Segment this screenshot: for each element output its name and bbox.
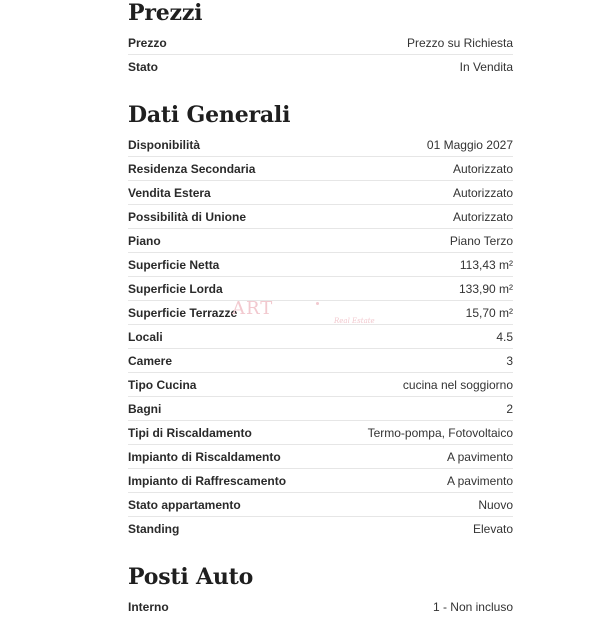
row-label: Stato appartamento xyxy=(128,498,241,512)
row-label: Tipo Cucina xyxy=(128,378,197,392)
row-value: 3 xyxy=(506,354,513,368)
detail-row-bagni xyxy=(128,397,513,421)
row-label: Piano xyxy=(128,234,161,248)
row-value: 01 Maggio 2027 xyxy=(426,138,513,152)
row-value: Nuovo xyxy=(478,498,513,512)
row-value: Termo-pompa, Fotovoltaico xyxy=(367,426,513,440)
row-label: Prezzo xyxy=(128,36,167,50)
detail-row-residenza-secondaria xyxy=(128,157,513,181)
detail-row-disponibilita xyxy=(128,133,513,157)
detail-row-impianto-di-riscaldamento xyxy=(128,445,513,469)
row-label: Interno xyxy=(128,600,169,614)
detail-row-locali xyxy=(128,325,513,349)
posti-auto-table xyxy=(128,595,513,619)
detail-row-vendita-estera xyxy=(128,181,513,205)
detail-row-piano xyxy=(128,229,513,253)
detail-row-superficie-terrazze xyxy=(128,301,513,325)
row-value: Elevato xyxy=(472,522,513,536)
watermark-subtext: Real Estate xyxy=(334,317,375,325)
detail-row-standing xyxy=(128,517,513,541)
row-label: Stato xyxy=(128,60,158,74)
row-value: Autorizzato xyxy=(452,210,513,224)
detail-row-tipo-cucina xyxy=(128,373,513,397)
row-value: Prezzo su Richiesta xyxy=(406,36,513,50)
row-value: A pavimento xyxy=(446,450,513,464)
row-value: 2 xyxy=(506,402,513,416)
row-value: A pavimento xyxy=(446,474,513,488)
row-label: Camere xyxy=(128,354,173,368)
row-value: 113,43 m² xyxy=(459,258,513,272)
row-value: Autorizzato xyxy=(452,162,513,176)
row-value: 15,70 m² xyxy=(465,306,513,320)
dati-generali-table xyxy=(128,133,513,541)
detail-row-stato xyxy=(128,55,513,79)
row-value: 4.5 xyxy=(496,330,513,344)
row-value: In Vendita xyxy=(459,60,513,74)
row-label: Tipi di Riscaldamento xyxy=(128,426,252,440)
row-label: Vendita Estera xyxy=(128,186,211,200)
row-label: Locali xyxy=(128,330,163,344)
row-label: Superficie Lorda xyxy=(128,282,223,296)
detail-row-camere xyxy=(128,349,513,373)
watermark-text: ART xyxy=(232,298,274,319)
detail-row-interno xyxy=(128,595,513,619)
detail-row-impianto-di-raffrescamento xyxy=(128,469,513,493)
prezzi-table xyxy=(128,31,513,79)
row-label: Superficie Terrazze xyxy=(128,306,238,320)
row-label: Impianto di Riscaldamento xyxy=(128,450,281,464)
detail-row-possibilita-di-unione xyxy=(128,205,513,229)
section-title-dati-generali: Dati Generali xyxy=(128,102,291,128)
row-label: Bagni xyxy=(128,402,162,416)
section-title-prezzi: Prezzi xyxy=(128,0,203,26)
detail-row-stato-appartamento xyxy=(128,493,513,517)
detail-row-prezzo xyxy=(128,31,513,55)
row-label: Impianto di Raffrescamento xyxy=(128,474,287,488)
row-value: 133,90 m² xyxy=(458,282,513,296)
detail-row-tipi-di-riscaldamento xyxy=(128,421,513,445)
row-label: Superficie Netta xyxy=(128,258,220,272)
detail-row-superficie-netta xyxy=(128,253,513,277)
row-label: Residenza Secondaria xyxy=(128,162,256,176)
row-label: Possibilità di Unione xyxy=(128,210,247,224)
section-title-posti-auto: Posti Auto xyxy=(128,564,254,590)
row-label: Disponibilità xyxy=(128,138,200,152)
detail-row-superficie-lorda xyxy=(128,277,513,301)
row-value: cucina nel soggiorno xyxy=(402,378,513,392)
row-value: Autorizzato xyxy=(452,186,513,200)
row-value: Piano Terzo xyxy=(449,234,513,248)
row-label: Standing xyxy=(128,522,180,536)
row-value: 1 - Non incluso xyxy=(432,600,513,614)
